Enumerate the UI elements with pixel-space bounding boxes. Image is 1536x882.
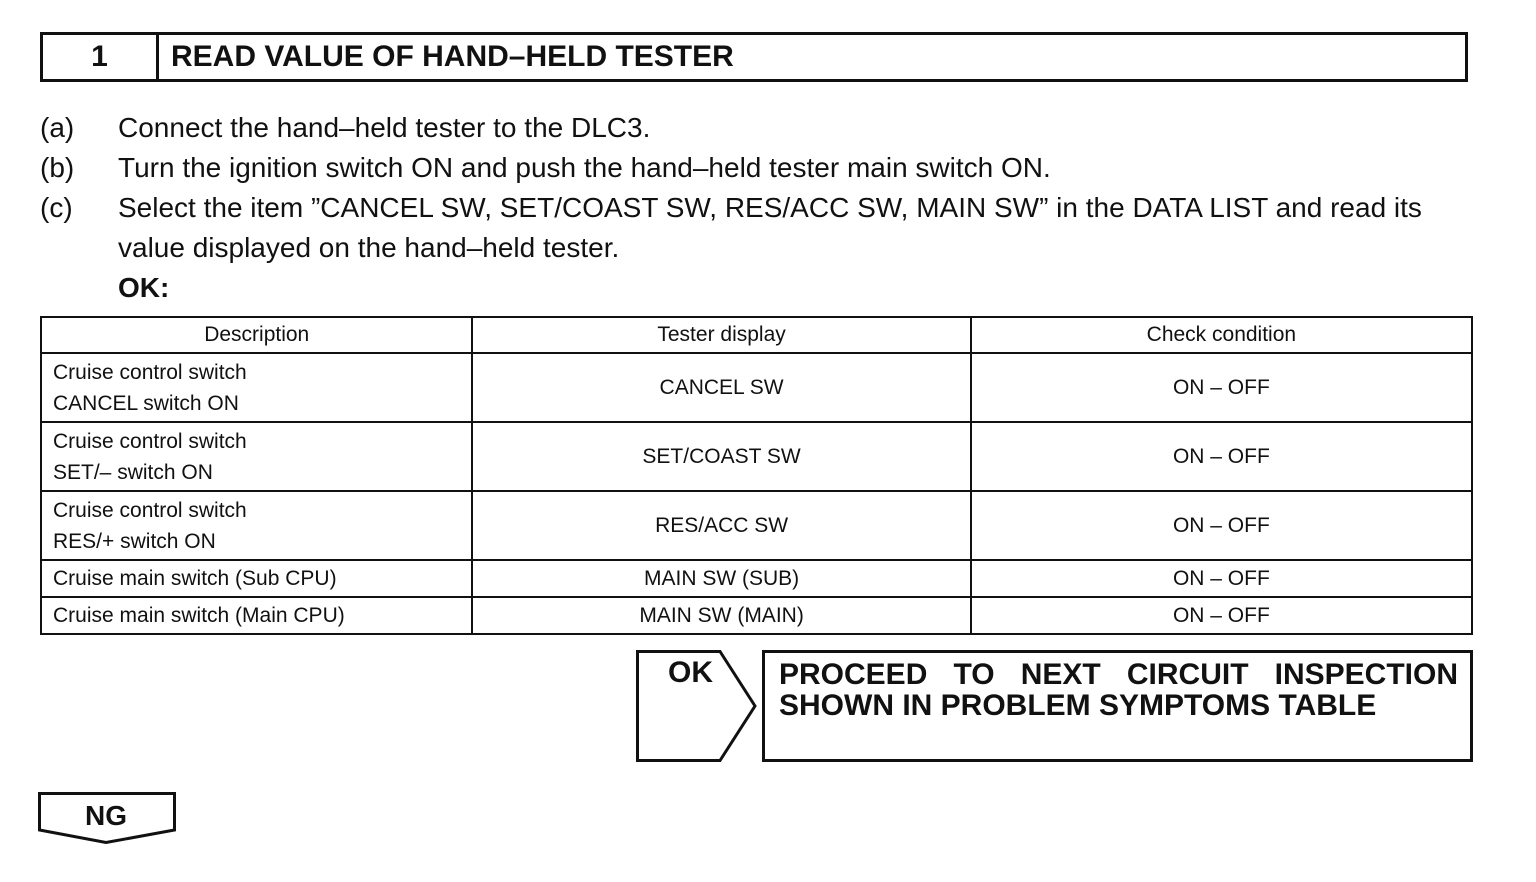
description-cell: Cruise main switch (Sub CPU) xyxy=(41,560,472,597)
instruction-text: Select the item ”CANCEL SW, SET/COAST SW, RES/ACC SW, MAIN SW” in the DATA LIST and read its value displayed on the hand–held tester. xyxy=(118,192,1422,263)
step-header xyxy=(40,32,1468,82)
table-row xyxy=(41,560,1472,597)
description-cell xyxy=(41,491,472,560)
check-condition-cell: ON – OFF xyxy=(971,560,1472,597)
step-title: READ VALUE OF HAND–HELD TESTER xyxy=(171,40,734,73)
instruction-list xyxy=(40,108,1480,268)
description-line: CANCEL switch ON xyxy=(53,391,239,415)
instruction-letter: (a) xyxy=(40,112,75,143)
check-table xyxy=(40,316,1473,635)
check-condition-cell: ON – OFF xyxy=(971,422,1472,491)
description-cell xyxy=(41,422,472,491)
table-row xyxy=(41,491,1472,560)
instruction-letter: (b) xyxy=(40,152,75,183)
column-header-check-condition: Check condition xyxy=(971,317,1472,353)
ok-criteria-label: OK: xyxy=(118,272,170,303)
description-line: SET/– switch ON xyxy=(53,460,213,484)
tester-display-cell: SET/COAST SW xyxy=(472,422,970,491)
tester-display-cell: MAIN SW (MAIN) xyxy=(472,597,970,634)
tester-display-cell: MAIN SW (SUB) xyxy=(472,560,970,597)
table-header-row xyxy=(41,317,1472,353)
tester-display-cell: CANCEL SW xyxy=(472,353,970,422)
instruction-text: Turn the ignition switch ON and push the hand–held tester main switch ON. xyxy=(118,152,1051,183)
check-condition-cell: ON – OFF xyxy=(971,597,1472,634)
table-row xyxy=(41,353,1472,422)
ok-result-box xyxy=(762,650,1473,762)
instruction-item xyxy=(40,188,1480,268)
check-condition-cell: ON – OFF xyxy=(971,353,1472,422)
ok-result-text-line: SHOWN IN PROBLEM SYMPTOMS TABLE xyxy=(779,689,1377,722)
ok-result-label: OK xyxy=(668,656,713,689)
column-header-description: Description xyxy=(41,317,472,353)
description-line: RES/+ switch ON xyxy=(53,529,216,553)
check-condition-cell: ON – OFF xyxy=(971,491,1472,560)
description-cell: Cruise main switch (Main CPU) xyxy=(41,597,472,634)
description-line: Cruise control switch xyxy=(53,498,247,522)
step-number: 1 xyxy=(43,35,159,79)
description-cell xyxy=(41,353,472,422)
instruction-text: Connect the hand–held tester to the DLC3. xyxy=(118,112,651,143)
table-row xyxy=(41,422,1472,491)
table-row xyxy=(41,597,1472,634)
tester-display-cell: RES/ACC SW xyxy=(472,491,970,560)
instruction-item xyxy=(40,148,1480,188)
description-line: Cruise control switch xyxy=(53,360,247,384)
ng-result-label: NG xyxy=(85,800,127,831)
description-line: Cruise control switch xyxy=(53,429,247,453)
instruction-item xyxy=(40,108,1480,148)
ok-result-text-line: PROCEED TO NEXT CIRCUIT INSPECTION xyxy=(779,658,1458,691)
instruction-letter: (c) xyxy=(40,192,73,223)
column-header-tester-display: Tester display xyxy=(472,317,970,353)
